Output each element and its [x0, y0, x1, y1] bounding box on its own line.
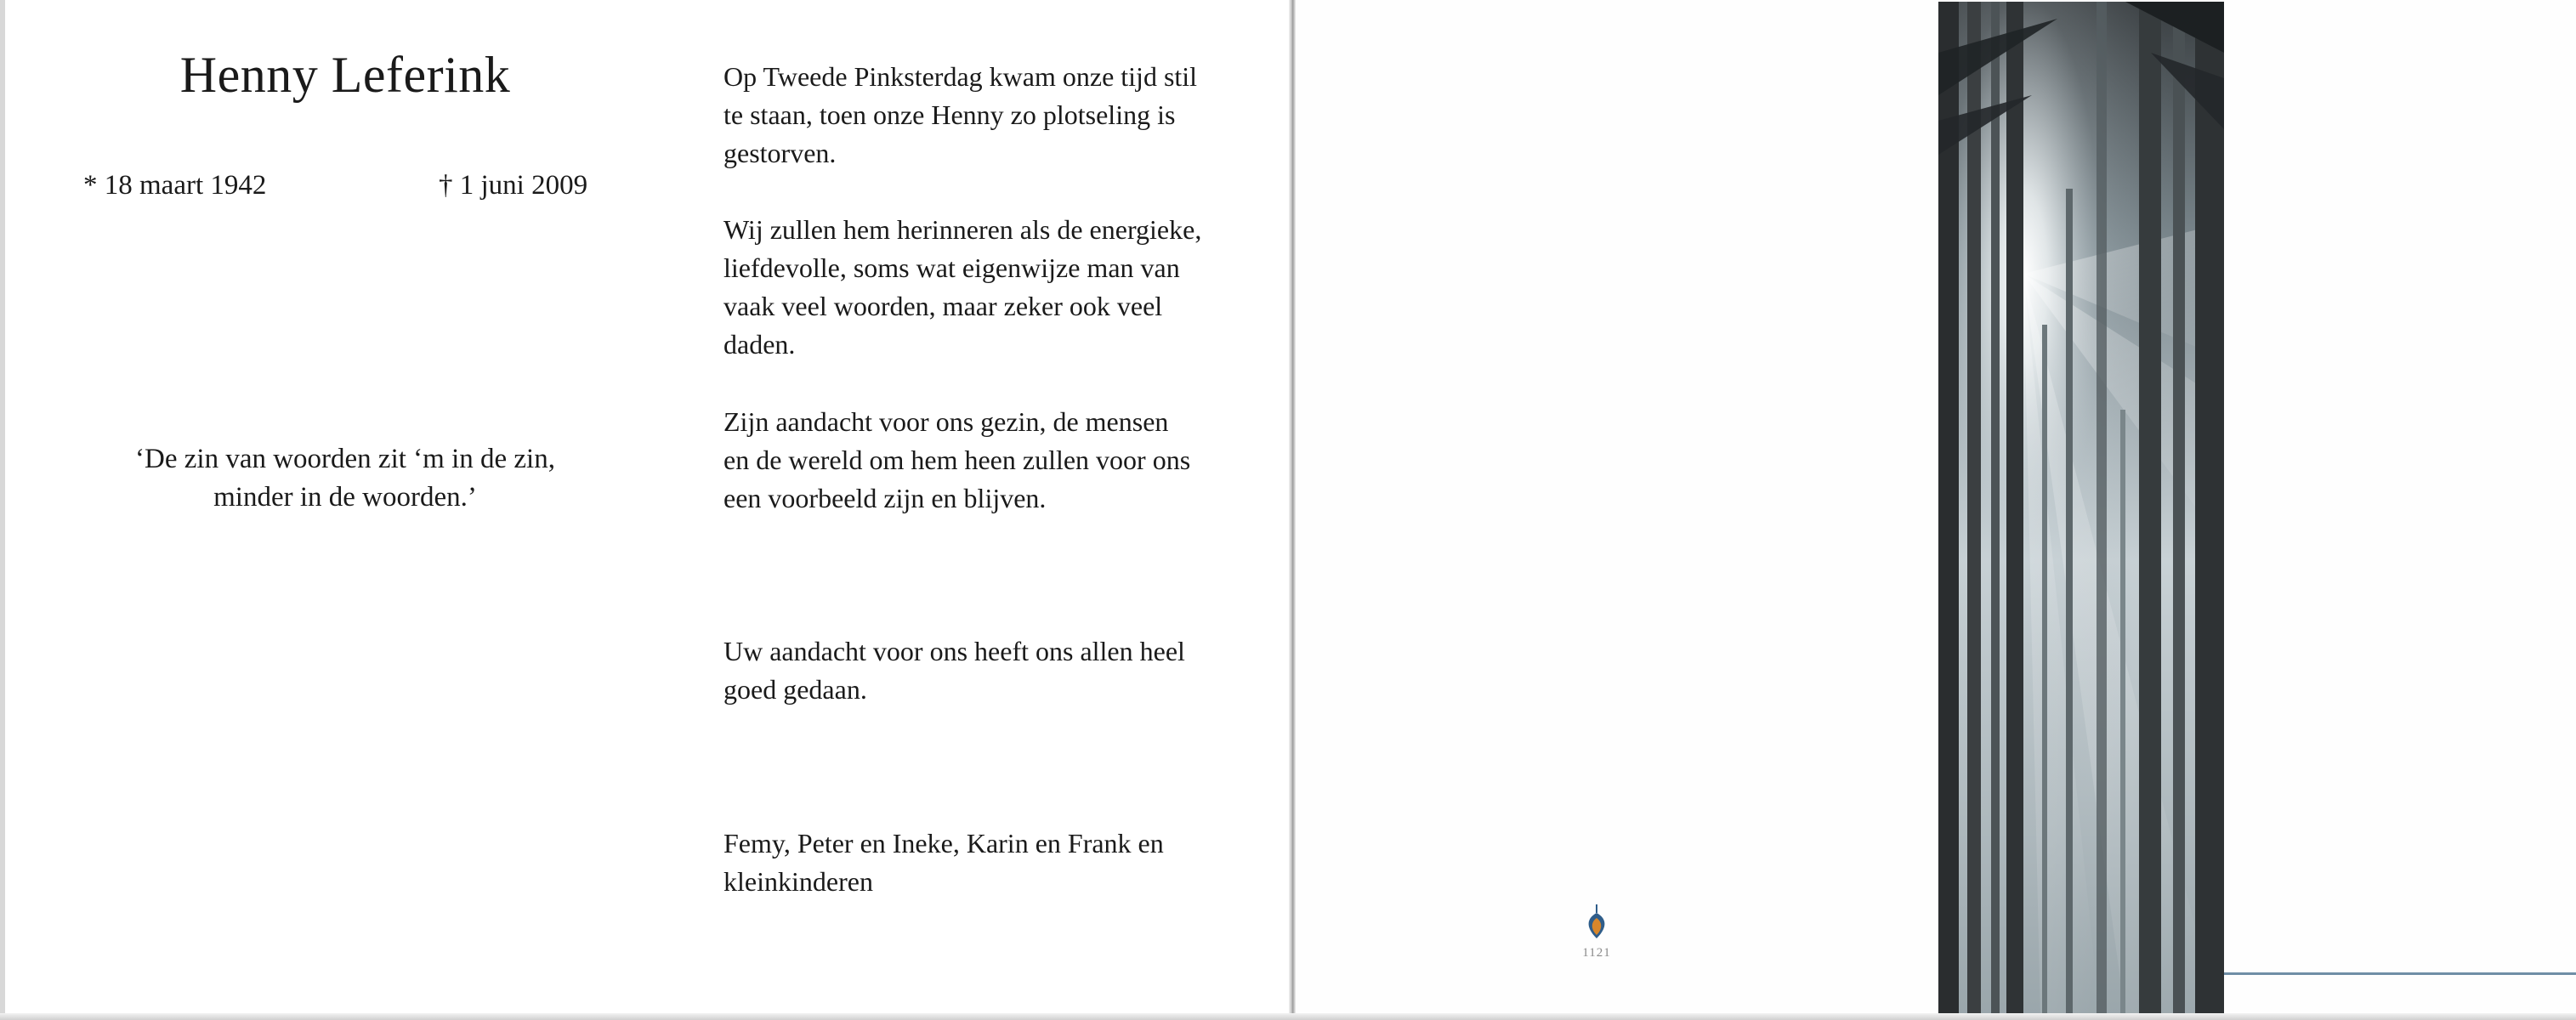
text-line: een voorbeeld zijn en blijven.: [723, 483, 1047, 513]
text-line: daden.: [723, 329, 796, 360]
text-line: goed gedaan.: [723, 674, 867, 705]
death-date: † 1 juni 2009: [439, 170, 588, 201]
birth-date: * 18 maart 1942: [83, 170, 267, 201]
quote-line: ‘De zin van woorden zit ‘m in de zin,: [135, 444, 555, 474]
text-line: liefdevolle, soms wat eigenwijze man van: [723, 252, 1180, 283]
text-line: Wij zullen hem herinneren als de energieke,: [723, 214, 1202, 245]
text-line: Uw aandacht voor ons heeft ons allen heel: [723, 636, 1185, 666]
printer-mark: [1580, 903, 1614, 960]
leaf-logo-icon: [1580, 903, 1614, 940]
text-line: en de wereld om hem heen zullen voor ons: [723, 445, 1191, 475]
printer-code: 1121: [1582, 946, 1611, 960]
text-line: te staan, toen onze Henny zo plotseling is: [723, 99, 1176, 130]
text-line: kleinkinderen: [723, 866, 873, 897]
card-fold: [1289, 0, 1296, 1020]
text-line: Zijn aandacht voor ons gezin, de mensen: [723, 406, 1169, 437]
family-signature: [723, 824, 1242, 901]
forest-photo-illustration: [1938, 2, 2224, 1017]
accent-rule: [2224, 972, 2576, 975]
paragraph-example: [723, 403, 1242, 518]
quote-line: minder in de woorden.’: [213, 482, 477, 513]
text-line: Femy, Peter en Ineke, Karin en Frank en: [723, 828, 1164, 858]
deceased-name: Henny Leferink: [179, 47, 511, 103]
card-back-spread: [1296, 0, 2576, 1020]
text-line: gestorven.: [723, 138, 837, 168]
memorial-quote: [73, 440, 617, 517]
forest-sunbeams-photo: [1938, 2, 2224, 1017]
paragraph-remembrance: [723, 211, 1242, 364]
card-bottom-edge: [0, 1013, 2576, 1020]
text-line: vaak veel woorden, maar zeker ook veel: [723, 291, 1163, 321]
paragraph-thanks: [723, 632, 1242, 709]
text-line: Op Tweede Pinksterdag kwam onze tijd stil: [723, 61, 1198, 92]
paragraph-announcement: [723, 58, 1242, 173]
